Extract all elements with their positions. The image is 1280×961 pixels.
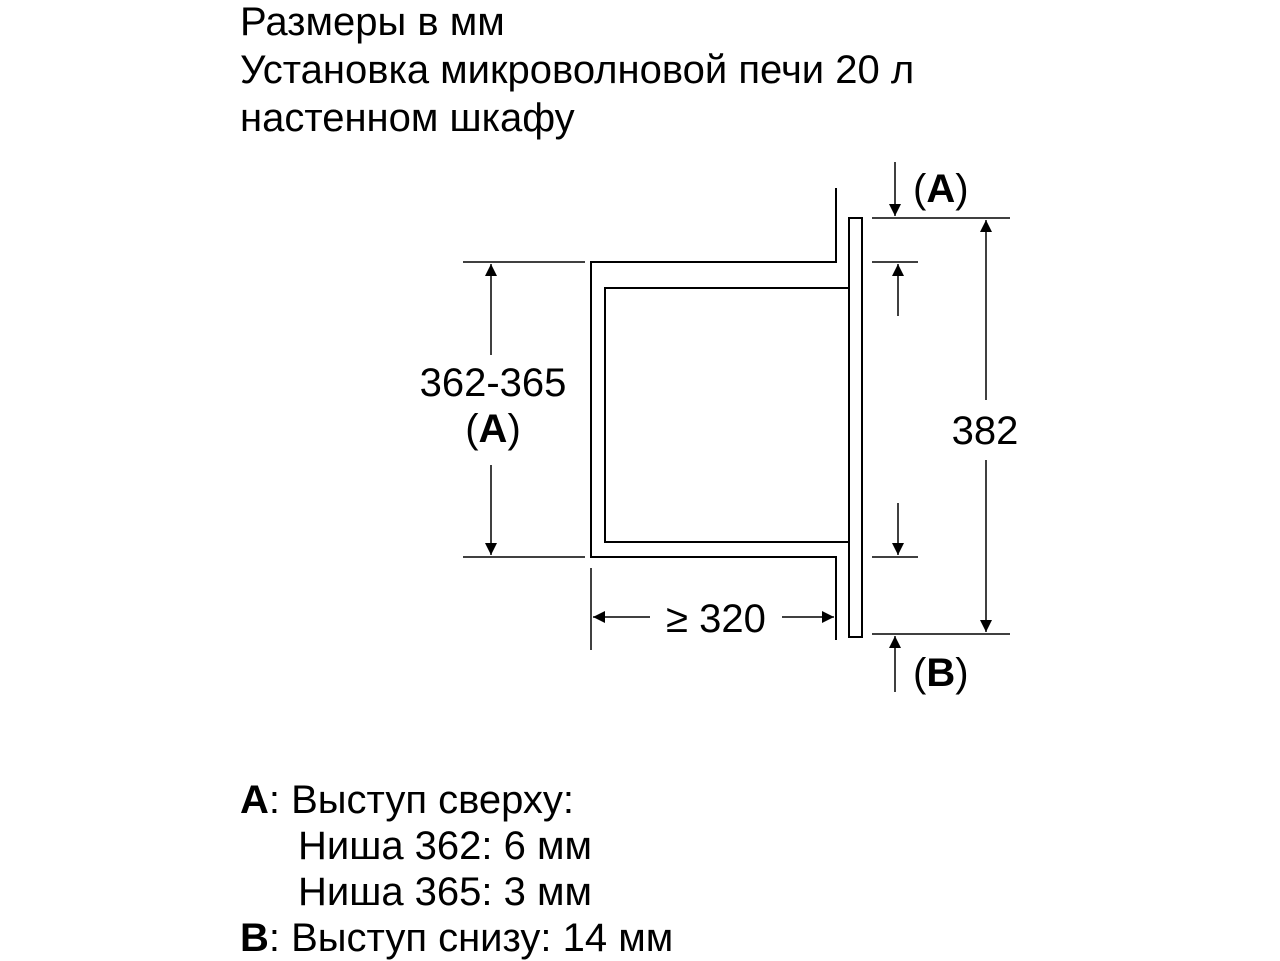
label-niche-height: 362-365	[419, 361, 567, 405]
legend-a-niche-365: Ниша 365: 3 мм	[298, 870, 593, 914]
legend-a	[240, 777, 574, 823]
legend-b	[240, 915, 673, 961]
label-bottom-ref: (B)	[913, 651, 969, 695]
label-depth: ≥ 320	[666, 597, 766, 641]
label-niche-height-ref: (A)	[465, 407, 521, 451]
cabinet-outline	[591, 188, 836, 640]
microwave-body	[605, 288, 849, 542]
title-line-2: Установка микроволновой печи 20 л	[240, 48, 915, 92]
legend-a-text: : Выступ сверху:	[268, 778, 575, 822]
legend-b-key: B	[240, 916, 269, 960]
legend-a-key: A	[240, 778, 269, 822]
legend-a-niche-362: Ниша 362: 6 мм	[298, 824, 593, 868]
title-line-1: Размеры в мм	[240, 0, 505, 44]
label-total-height: 382	[951, 409, 1019, 453]
title-line-3: настенном шкафу	[240, 96, 575, 140]
microwave-front-frame	[849, 218, 862, 637]
legend-b-text: : Выступ снизу: 14 мм	[268, 916, 674, 960]
label-top-ref: (A)	[913, 167, 969, 211]
